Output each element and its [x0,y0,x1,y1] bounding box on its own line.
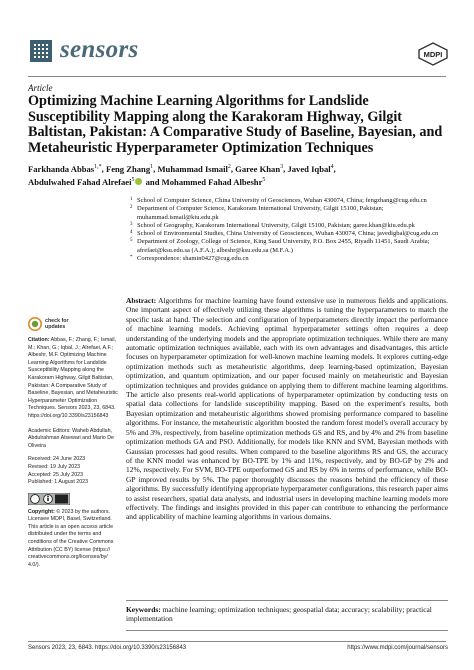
footer-rule [28,641,446,642]
affiliation-text: Department of Zoology, College of Science, King Saud University, P.O. Box 2455, Riyadh 11451, Saudi Arabia; afrefaei@ksu.edu.sa (A.F.A.); albeshr@ksu.edu.sa (M.F.A.) [137,238,430,254]
received-date: Received: 24 June 2023 [28,456,86,463]
citation-reference[interactable]: Sensors 2023, 23, 6843. https://doi.org/10.3390/s23156843 [28,405,116,419]
author-name: Abdulwahed Fahad Alrefaei [28,176,132,187]
accepted-date: Accepted: 25 July 2023 [28,471,84,478]
affiliation-text: School of Environmental Studies, China University of Geosciences, Wuhan 430074, China; javedigbal@cug.edu.cn [137,230,439,238]
keywords-rule-top [126,600,448,601]
author-joiner: and [145,176,160,187]
affiliation-item [126,238,451,255]
author-affiliation-mark: 3 [280,164,284,170]
author-affiliation-mark: 1 [150,164,154,170]
affiliation-number: 4 [130,230,133,236]
mdpi-logo-text: MDPI [423,50,443,59]
article-type: Article [28,83,53,93]
revised-date: Revised: 19 July 2023 [28,463,81,470]
keywords-text: machine learning; optimization techniques; geospatial data; accuracy; scalability; practical implementation [126,605,432,624]
citation-label: Citation: [28,337,50,343]
academic-editors: Academic Editors: Waheb Abdullah, Abdulrahman Alsewari and Mario De Oliveira [28,427,114,449]
affiliation-number: 5 [130,238,133,244]
check-for-updates-icon [28,317,42,331]
copyright-notice [28,509,120,570]
author-list: Farkhanda Abbas$^{1,*}$, Feng Zhang$^1$, Muhammad Ismail$^2$, Garee Khan$^3$, Javed Iqbal$^4$, Abdulwahed Fahad Alrefaei$^5$ and Mohammed Fahad Albeshr$^5$ [28,163,336,187]
affiliation-number: * [130,255,133,261]
abstract-text: Algorithms for machine learning have found extensive use in numerous fields and applications. One important aspect of effectively utilizing these algorithms is tuning the hyperparameters to match the specific task at hand. The selection and configuration of hyperparameters directly impact the performance of machine learning models. Achieving optimal hyperparameter settings often requires a deep understanding of the underlying models and the appropriate optimization techniques. While there are many automatic optimization techniques available, each with its own advantages and disadvantages, this article focuses on hyperparameter optimization for well-known machine learning models. It explores cutting-edge optimization methods such as metaheuristic algorithms, deep learning-based optimization, Bayesian optimization, and quantum optimization, and our paper focused mainly on metaheuristic and Bayesian optimization techniques and provides guidance on applying them to different machine learning algorithms. The article also presents real-world applications of hyperparameter optimization by conducting tests on spatial data collections for landslide susceptibility mapping. Based on the experiment's results, both Bayesian optimization and metaheuristic algorithms showed promising performance compared to baseline algorithms. For instance, the metaheuristic algorithm boosted the random forest model's overall accuracy by 5% and 3%, respectively, from baseline optimization methods GS and RS, and by 4% and 2% from baseline optimization methods GA and PSO. Additionally, for models like KNN and SVM, Bayesian methods with Gaussian processes had good results. When compared to the baseline algorithms RS and GS, the accuracy of the KNN model was enhanced by BO-TPE by 1% and 11%, respectively, and by BO-GP by 2% and 12%, respectively. For SVM, BO-TPE outperformed GS and RS by 6% in terms of performance, while BO-GP improved results by 5%. The paper thoroughly discusses the reasons behind the efficiency of these algorithms. By successfully identifying appropriate hyperparameter configurations, this research paper aims to assist researchers, spatial data analysts, and industrial users in developing machine learning models more effectively. The findings and insights provided in this paper can contribute to enhancing the performance and applicability of machine learning algorithms in various domains. [126,296,449,522]
orcid-icon[interactable] [135,178,142,185]
cc-license-badge[interactable] [28,493,120,506]
affiliation-number: 3 [130,221,133,227]
mdpi-logo-icon [418,42,448,66]
abstract-section [126,296,448,522]
publication-dates [28,456,120,486]
affiliation-number: 1 [130,197,133,202]
keywords-section [126,605,448,624]
affiliation-item [126,230,451,238]
affiliation-list [126,197,451,263]
author-name: Javed Iqbal [287,163,331,174]
article-title: Optimizing Machine Learning Algorithms for Landslide Susceptibility Mapping along the Karakoram Highway, Gilgit Baltistan, Pakistan: A Comparative Study of Baseline, Bayesian, and Metaheuristic Hyperparameter Optimization Techniques [28,93,443,156]
check-for-updates-line1: check for [45,318,69,324]
author-affiliation-mark: 1,* [94,164,102,170]
author-affiliation-mark: 2 [227,164,231,170]
creative-commons-icon [28,493,70,505]
journal-name: sensors [60,36,139,63]
footer-journal-link[interactable]: https://www.mdpi.com/journal/sensors [347,645,448,651]
correspondence-text: Correspondence: shamin0427@cug.edu.cn [137,255,249,263]
affiliation-item [126,205,451,222]
citation-block [28,337,120,421]
journal-header [28,34,448,74]
abstract-label: Abstract: [126,296,157,305]
author-affiliation-mark: 5 [131,176,135,183]
citation-text: Abbas, F.; Zhang, F.; Ismail, M.; Khan, G.; Iqbal, J.; Alrefaei, A.F.; Albeshr, M.F. Optimizing Machine Learning Algorithms for Landslide Susceptibility Mapping along the Karakoram Highway, Gilgit Baltistan, Pakistan: A Comparative Study of Baseline, Bayesian, and Metaheuristic Hyperparameter Optimization Techniques. [28,337,118,412]
author-affiliation-mark: 5 [262,176,266,183]
affiliation-item [126,222,451,230]
header-rule [28,76,446,77]
published-date: Published: 1 August 2023 [28,479,89,486]
footer-citation[interactable]: Sensors 2023, 23, 6843. https://doi.org/10.3390/s23156843 [28,645,187,651]
author-affiliation-mark: 4 [330,164,334,170]
author-name: Farkhanda Abbas [28,163,95,174]
check-for-updates-line2: updates [45,324,66,330]
keywords-rule-bottom [126,630,448,631]
author-name: Garee Khan [235,163,281,174]
check-for-updates-button[interactable] [28,317,120,333]
copyright-text: © 2023 by the authors. Licensee MDPI, Basel, Switzerland. This article is an open access article distributed under the terms and conditions of the Creative Commons Attribution (CC BY) license (https:// creativecommons.org/licenses/by/ 4.0/). [28,508,114,568]
author-name: Muhammad Ismail [157,163,228,174]
keywords-label: Keywords: [126,605,161,614]
correspondence-item [126,255,451,263]
affiliation-item [126,197,451,205]
author-name: Feng Zhang [105,163,151,174]
article-sidebar [28,317,120,569]
affiliation-number: 2 [130,205,133,211]
author-name: Mohammed Fahad Albeshr [161,176,263,187]
affiliation-text: Department of Computer Science, Karakoram International University, Gilgit 15100, Pakistan; muhammad.ismail@kiu.edu.pk [137,205,384,221]
affiliation-text: School of Computer Science, China University of Geosciences, Wuhan 430074, China; fengzhang@cug.edu.cn [137,197,427,204]
copyright-label: Copyright: [28,508,55,515]
journal-logo-icon [30,40,52,62]
affiliation-text: School of Geography, Karakoram International University, Gilgit 15100, Pakistan; garee.khan@kiu.edu.pk [137,221,415,229]
